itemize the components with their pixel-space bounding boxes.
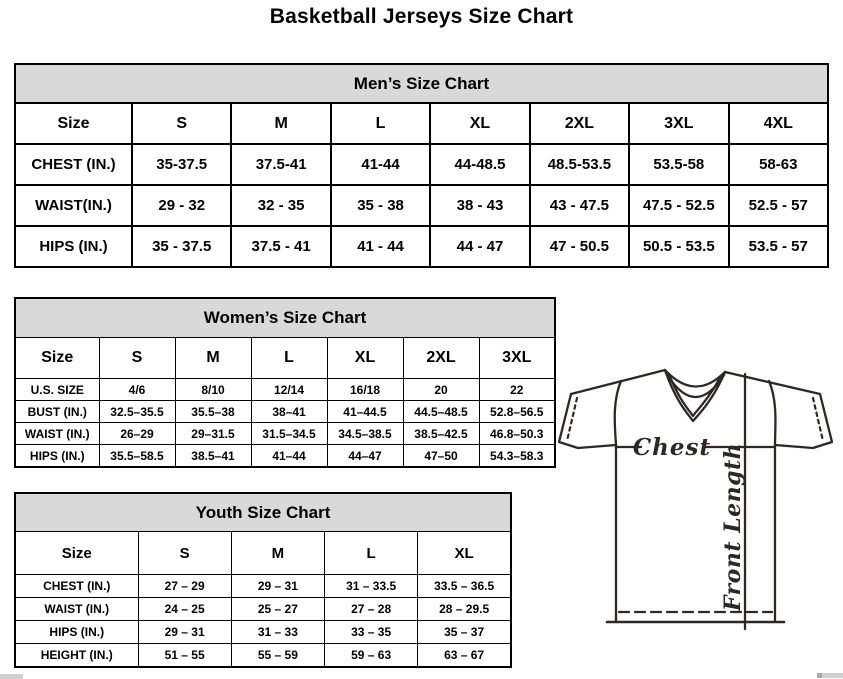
row-label: WAIST(IN.) <box>15 185 132 226</box>
size-value: 48.5-53.5 <box>530 144 629 185</box>
size-value: 20 <box>403 379 479 401</box>
col-header: XL <box>327 338 403 379</box>
col-header: XL <box>418 532 511 575</box>
size-value: 52.8–56.5 <box>479 401 555 423</box>
size-value: 44-48.5 <box>430 144 529 185</box>
size-value: 37.5-41 <box>231 144 330 185</box>
size-value: 22 <box>479 379 555 401</box>
table-row <box>15 621 511 644</box>
size-value: 37.5 - 41 <box>231 226 330 267</box>
mens-header-row <box>15 103 828 144</box>
row-label: BUST (IN.) <box>15 401 99 423</box>
size-value: 35 - 37.5 <box>132 226 231 267</box>
size-value: 53.5-58 <box>629 144 728 185</box>
size-value: 12/14 <box>251 379 327 401</box>
size-value: 44–47 <box>327 445 403 468</box>
page-title: Basketball Jerseys Size Chart <box>269 5 574 28</box>
row-label: HIPS (IN.) <box>15 226 132 267</box>
col-header: 4XL <box>729 103 828 144</box>
size-value: 28 – 29.5 <box>418 598 511 621</box>
armhole-seam-right <box>769 381 775 445</box>
size-value: 41-44 <box>331 144 430 185</box>
size-value: 41–44 <box>251 445 327 468</box>
size-value: 27 – 28 <box>325 598 418 621</box>
size-value: 38.5–41 <box>175 445 251 468</box>
col-header: 2XL <box>403 338 479 379</box>
col-header: Size <box>15 103 132 144</box>
col-header: S <box>138 532 231 575</box>
size-value: 33.5 – 36.5 <box>418 575 511 598</box>
col-header: 3XL <box>479 338 555 379</box>
womens-size-table <box>14 297 556 468</box>
table-row <box>15 445 555 468</box>
youth-header-row <box>15 532 511 575</box>
row-label: HEIGHT (IN.) <box>15 644 138 668</box>
table-row <box>15 598 511 621</box>
size-value: 35-37.5 <box>132 144 231 185</box>
size-value: 32.5–35.5 <box>99 401 175 423</box>
size-value: 31.5–34.5 <box>251 423 327 445</box>
mens-size-table <box>14 63 829 268</box>
row-label: CHEST (IN.) <box>15 144 132 185</box>
womens-header-row <box>15 338 555 379</box>
size-value: 27 – 29 <box>138 575 231 598</box>
table-row <box>15 401 555 423</box>
size-value: 47 - 50.5 <box>530 226 629 267</box>
row-label: CHEST (IN.) <box>15 575 138 598</box>
col-header: Size <box>15 532 138 575</box>
jersey-diagram <box>556 358 843 650</box>
row-label: WAIST (IN.) <box>15 598 138 621</box>
womens-table-title: Women’s Size Chart <box>15 298 555 338</box>
size-value: 33 – 35 <box>325 621 418 644</box>
size-value: 31 – 33.5 <box>325 575 418 598</box>
front-length-label: Front Length <box>720 442 746 612</box>
armhole-seam-left <box>615 381 621 445</box>
size-value: 34.5–38.5 <box>327 423 403 445</box>
size-value: 47–50 <box>403 445 479 468</box>
size-value: 25 – 27 <box>231 598 324 621</box>
size-value: 46.8–50.3 <box>479 423 555 445</box>
table-row <box>15 575 511 598</box>
table-row <box>15 226 828 267</box>
youth-size-table <box>14 492 512 668</box>
row-label: WAIST (IN.) <box>15 423 99 445</box>
size-value: 29 – 31 <box>231 575 324 598</box>
scrollbar-end-cap <box>817 673 822 678</box>
size-value: 29 - 32 <box>132 185 231 226</box>
size-value: 35.5–58.5 <box>99 445 175 468</box>
size-value: 35.5–38 <box>175 401 251 423</box>
row-label: U.S. SIZE <box>15 379 99 401</box>
size-value: 63 – 67 <box>418 644 511 668</box>
size-value: 38 - 43 <box>430 185 529 226</box>
size-value: 29–31.5 <box>175 423 251 445</box>
col-header: L <box>331 103 430 144</box>
youth-table-title: Youth Size Chart <box>15 493 511 532</box>
size-value: 59 – 63 <box>325 644 418 668</box>
row-label: HIPS (IN.) <box>15 621 138 644</box>
size-value: 35 – 37 <box>418 621 511 644</box>
table-row <box>15 185 828 226</box>
size-value: 50.5 - 53.5 <box>629 226 728 267</box>
size-value: 16/18 <box>327 379 403 401</box>
size-value: 51 – 55 <box>138 644 231 668</box>
table-row <box>15 379 555 401</box>
table-row <box>15 423 555 445</box>
size-value: 31 – 33 <box>231 621 324 644</box>
size-value: 38.5–42.5 <box>403 423 479 445</box>
col-header: M <box>231 532 324 575</box>
size-value: 53.5 - 57 <box>729 226 828 267</box>
size-value: 35 - 38 <box>331 185 430 226</box>
size-value: 41 - 44 <box>331 226 430 267</box>
col-header: 2XL <box>530 103 629 144</box>
col-header: L <box>325 532 418 575</box>
col-header: L <box>251 338 327 379</box>
row-label: HIPS (IN.) <box>15 445 99 468</box>
size-value: 38–41 <box>251 401 327 423</box>
col-header: XL <box>430 103 529 144</box>
size-value: 55 – 59 <box>231 644 324 668</box>
col-header: S <box>99 338 175 379</box>
size-value: 26–29 <box>99 423 175 445</box>
mens-table-title: Men’s Size Chart <box>15 64 828 103</box>
size-value: 4/6 <box>99 379 175 401</box>
chest-label: Chest <box>632 434 712 461</box>
table-row <box>15 144 828 185</box>
col-header: M <box>175 338 251 379</box>
size-value: 32 - 35 <box>231 185 330 226</box>
size-value: 24 – 25 <box>138 598 231 621</box>
size-value: 52.5 - 57 <box>729 185 828 226</box>
size-value: 8/10 <box>175 379 251 401</box>
col-header: M <box>231 103 330 144</box>
size-value: 58-63 <box>729 144 828 185</box>
size-value: 47.5 - 52.5 <box>629 185 728 226</box>
table-row <box>15 644 511 668</box>
col-header: S <box>132 103 231 144</box>
size-value: 29 – 31 <box>138 621 231 644</box>
size-value: 54.3–58.3 <box>479 445 555 468</box>
col-header: Size <box>15 338 99 379</box>
size-value: 43 - 47.5 <box>530 185 629 226</box>
horizontal-scrollbar-fragment-left[interactable] <box>0 674 23 679</box>
size-value: 44.5–48.5 <box>403 401 479 423</box>
size-value: 41–44.5 <box>327 401 403 423</box>
horizontal-scrollbar-fragment-right[interactable] <box>817 673 843 678</box>
size-value: 44 - 47 <box>430 226 529 267</box>
col-header: 3XL <box>629 103 728 144</box>
